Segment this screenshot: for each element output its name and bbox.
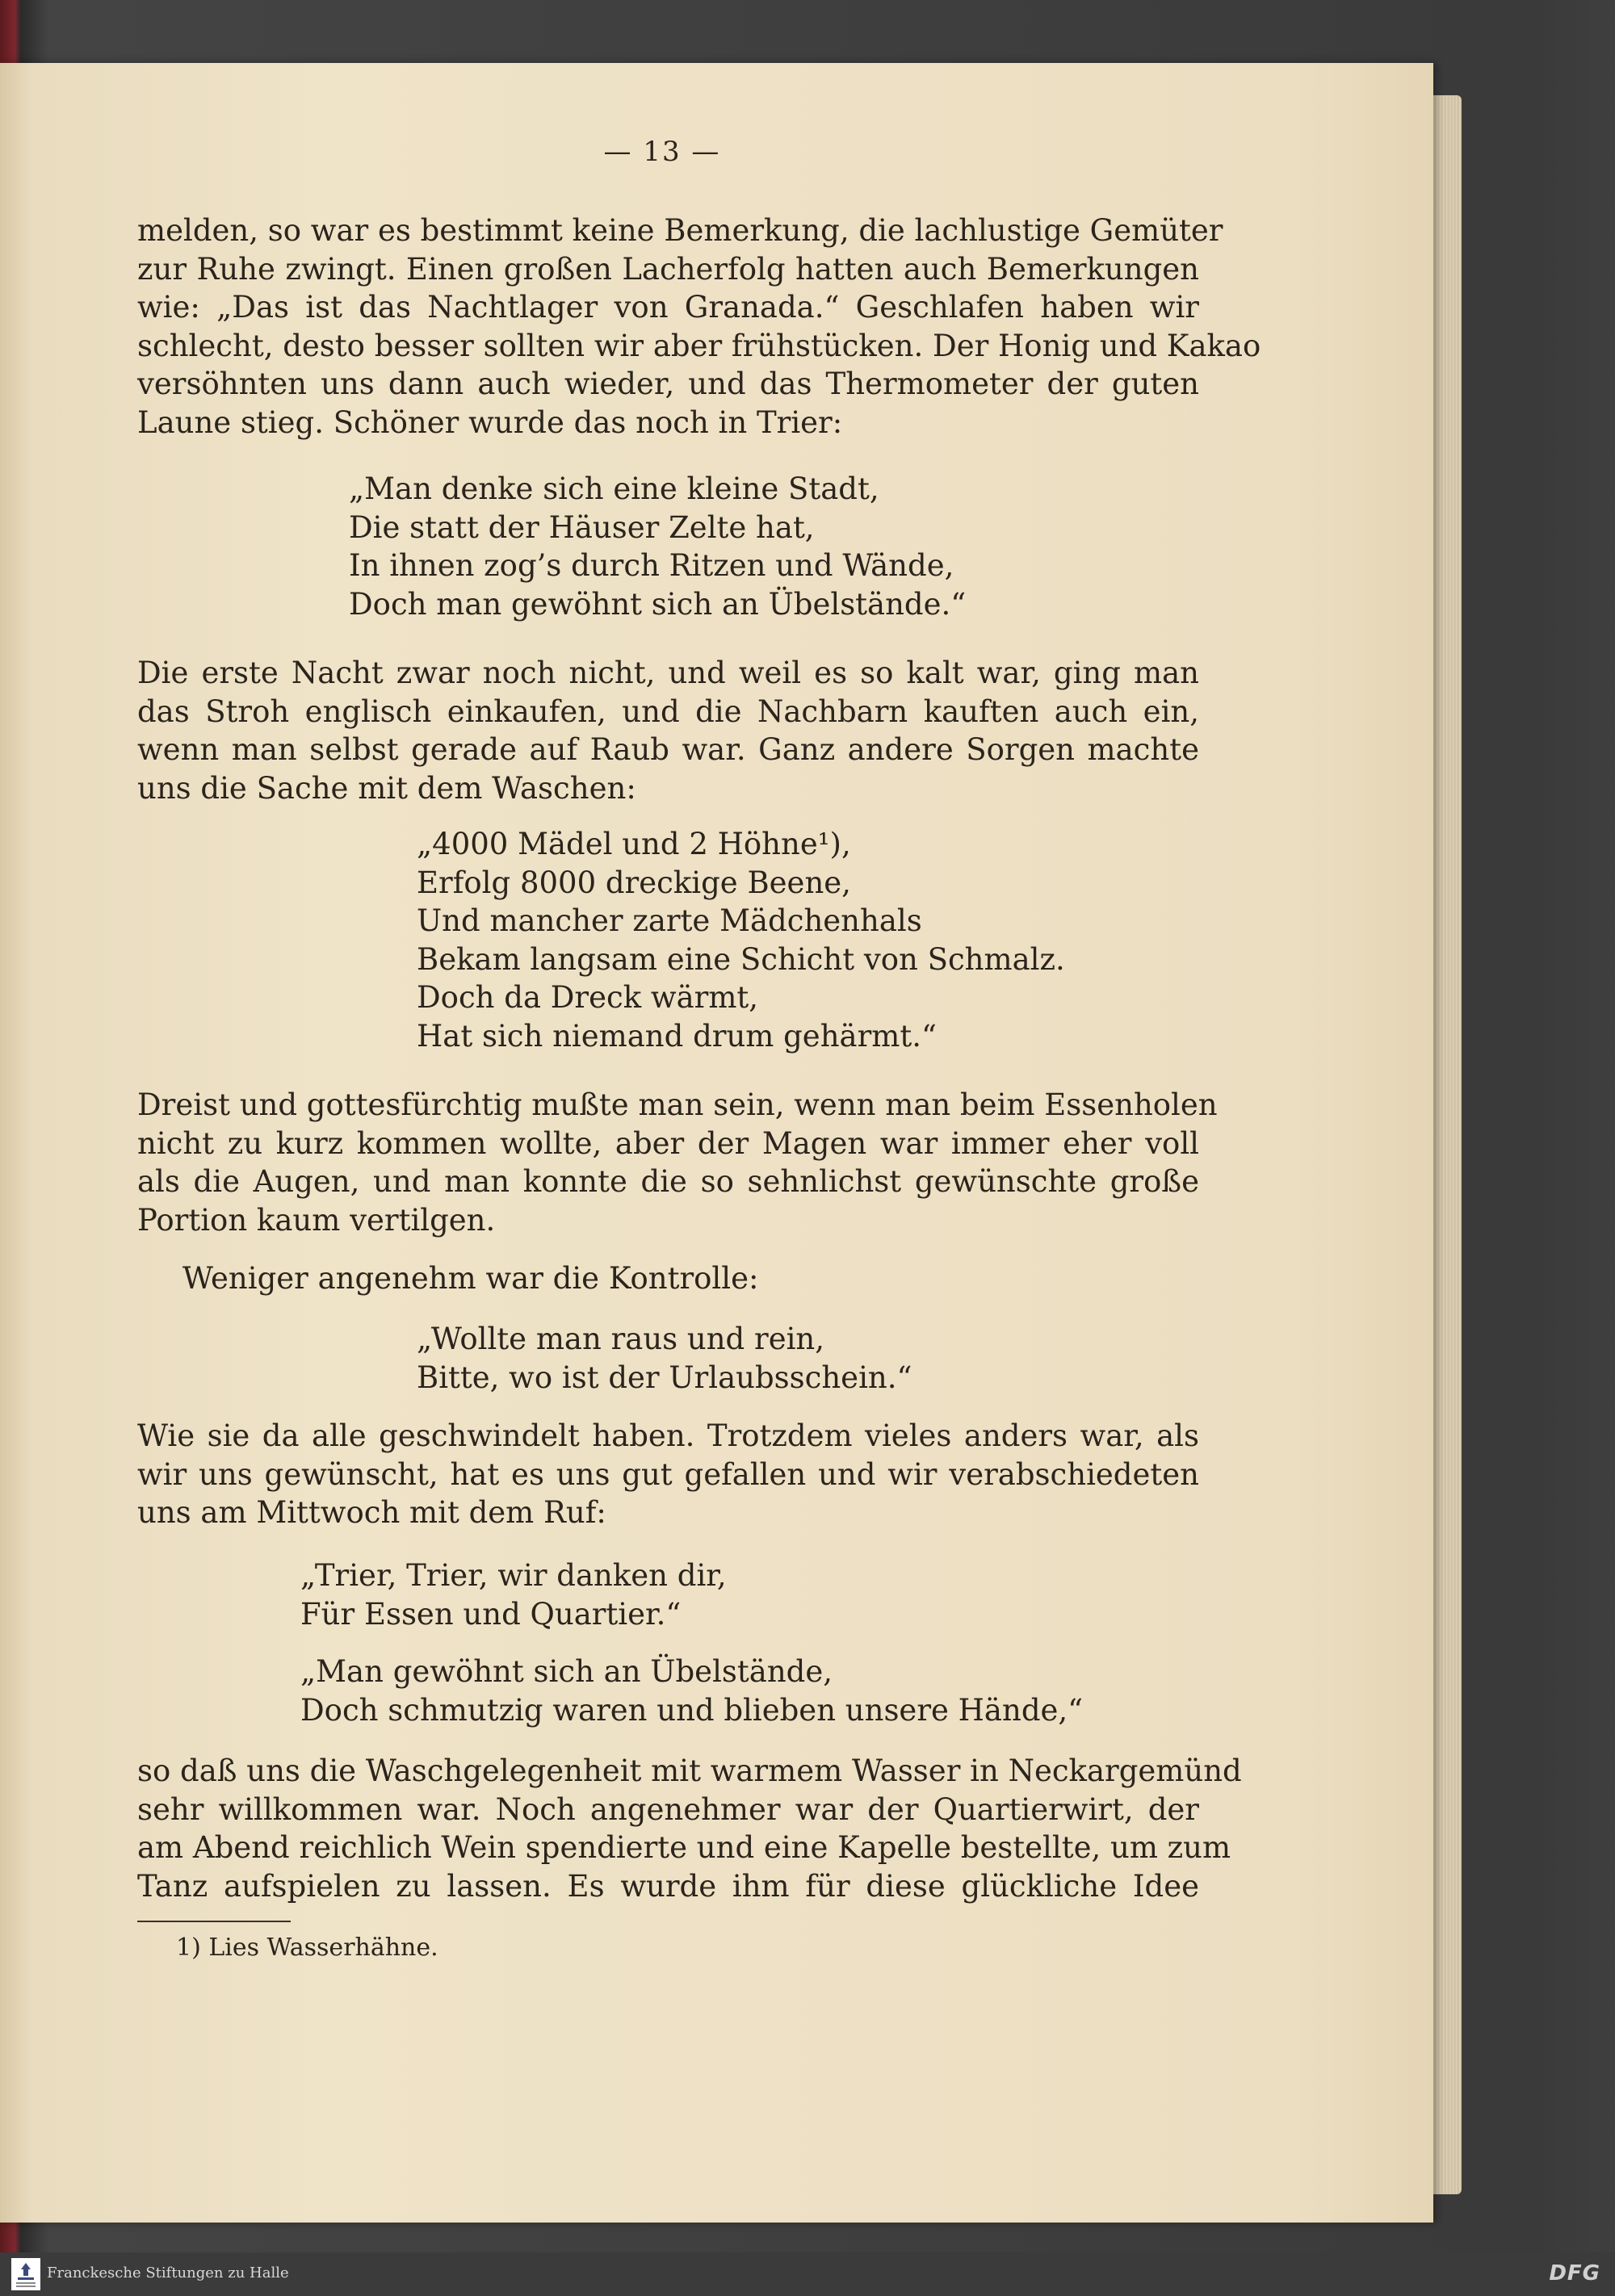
- text-line: uns am Mittwoch mit dem Ruf:: [137, 1495, 606, 1530]
- verse-5: [300, 1653, 1083, 1729]
- text-line: am Abend reichlich Wein spendierte und eine Kapelle bestellte, um zum: [137, 1830, 1231, 1865]
- paragraph-2: [137, 654, 1199, 807]
- text-line: sehr willkommen war. Noch angenehmer war der Quartierwirt, der: [137, 1791, 1199, 1827]
- verse-line: Doch schmutzig waren und blieben unsere Hände,“: [300, 1692, 1084, 1728]
- verse-3: [417, 1320, 912, 1397]
- verse-line: Bitte, wo ist der Urlaubsschein.“: [417, 1360, 912, 1395]
- verse-4: [300, 1557, 727, 1633]
- text-line: schlecht, desto besser sollten wir aber frühstücken. Der Honig und Kakao: [137, 328, 1261, 363]
- verse-line: „Man denke sich eine kleine Stadt,: [349, 471, 879, 506]
- text-line: Laune stieg. Schöner wurde das noch in Trier:: [137, 404, 843, 440]
- footnote: 1) Lies Wasserhähne.: [176, 1934, 438, 1962]
- text-line: zur Ruhe zwingt. Einen großen Lacherfolg hatten auch Bemerkungen: [137, 251, 1199, 287]
- institution-name: Franckesche Stiftungen zu Halle: [47, 2265, 289, 2281]
- text-line: Dreist und gottesfürchtig mußte man sein, wenn man beim Essenholen: [137, 1087, 1218, 1122]
- text-line: nicht zu kurz kommen wollte, aber der Magen war immer eher voll: [137, 1125, 1199, 1161]
- paragraph-6: [137, 1752, 1242, 1905]
- text-line: so daß uns die Waschgelegenheit mit warmem Wasser in Neckargemünd: [137, 1753, 1242, 1788]
- text-line: Wie sie da alle geschwindelt haben. Trotzdem vieles anders war, als: [137, 1418, 1199, 1453]
- verse-line: Und mancher zarte Mädchenhals: [417, 903, 922, 938]
- franckesche-stiftungen-logo-icon: [11, 2258, 40, 2290]
- text-line: wir uns gewünscht, hat es uns gut gefallen und wir verabschiedeten: [137, 1456, 1199, 1492]
- verse-line: Doch man gewöhnt sich an Übelstände.“: [349, 586, 967, 622]
- text-line: uns die Sache mit dem Waschen:: [137, 770, 636, 806]
- verse-line: Für Essen und Quartier.“: [300, 1596, 682, 1632]
- dfg-logo: DFG: [1549, 2261, 1600, 2286]
- paragraph-4: [182, 1259, 1244, 1298]
- page-number-header: — 13 —: [603, 136, 721, 168]
- text-line: versöhnten uns dann auch wieder, und das Thermometer der guten: [137, 367, 1199, 401]
- text-line: melden, so war es bestimmt keine Bemerkung, die lachlustige Gemüter: [137, 213, 1223, 248]
- verse-line: Bekam langsam eine Schicht von Schmalz.: [417, 941, 1065, 977]
- verse-2: [417, 825, 1065, 1055]
- verse-line: „Wollte man raus und rein,: [417, 1322, 825, 1356]
- verse-line: Doch da Dreck wärmt,: [417, 980, 759, 1015]
- verse-line: Die statt der Häuser Zelte hat,: [349, 509, 815, 545]
- text-line: Portion kaum vertilgen.: [137, 1202, 496, 1238]
- paragraph-1: [137, 212, 1261, 442]
- verse-line: Erfolg 8000 dreckige Beene,: [417, 865, 851, 900]
- verse-1: [349, 470, 966, 623]
- text-line: das Stroh englisch einkaufen, und die Nachbarn kauften auch ein,: [137, 693, 1199, 729]
- text-line: wenn man selbst gerade auf Raub war. Ganz andere Sorgen machte: [137, 732, 1199, 767]
- text-line: Weniger angenehm war die Kontrolle:: [182, 1261, 759, 1296]
- paragraph-3: [137, 1086, 1218, 1239]
- verse-line: „4000 Mädel und 2 Höhne¹),: [417, 827, 851, 861]
- verse-line: „Man gewöhnt sich an Übelstände,: [300, 1654, 833, 1689]
- text-line: Tanz aufspielen zu lassen. Es wurde ihm für diese glückliche Idee: [137, 1868, 1199, 1904]
- paragraph-5: [137, 1417, 1199, 1532]
- verse-line: In ihnen zog’s durch Ritzen und Wände,: [349, 548, 954, 583]
- text-line: wie: „Das ist das Nachtlager von Granada.“ Geschlafen haben wir: [137, 290, 1199, 325]
- verse-line: „Trier, Trier, wir danken dir,: [300, 1558, 727, 1593]
- text-line: Die erste Nacht zwar noch nicht, und weil es so kalt war, ging man: [137, 656, 1199, 690]
- footnote-divider: [137, 1921, 291, 1922]
- text-line: als die Augen, und man konnte die so sehnlichst gewünschte große: [137, 1164, 1199, 1199]
- verse-line: Hat sich niemand drum gehärmt.“: [417, 1018, 937, 1054]
